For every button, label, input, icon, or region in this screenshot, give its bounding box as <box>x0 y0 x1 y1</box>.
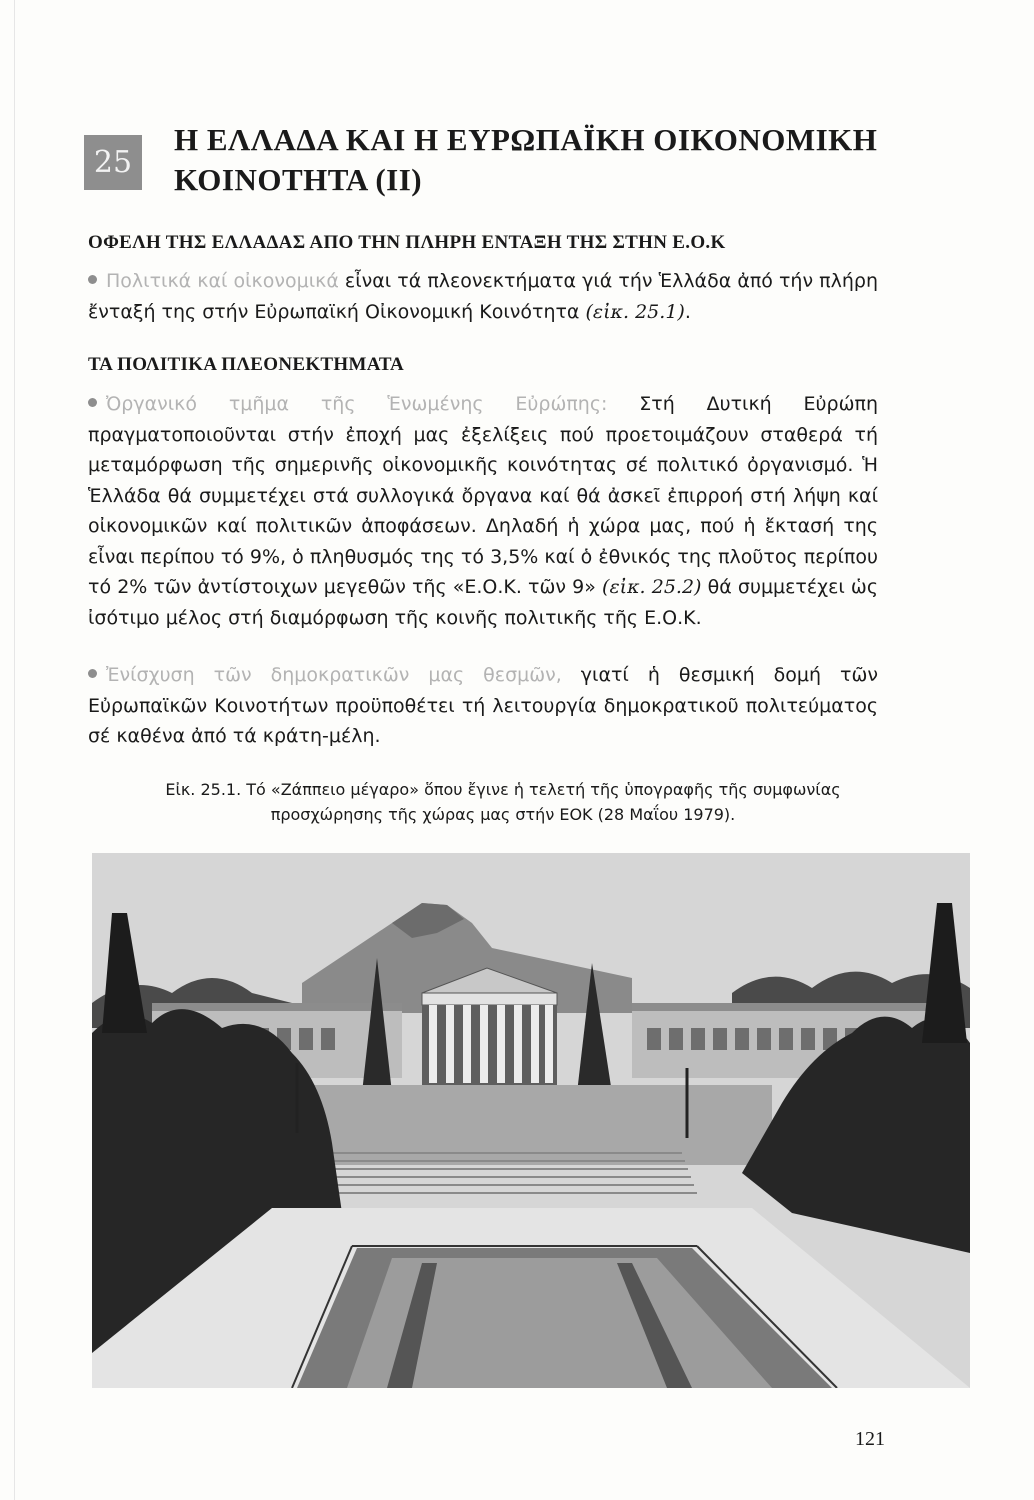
bullet-icon <box>88 398 97 407</box>
political-item-2 <box>88 660 878 752</box>
bullet-highlight: Πολιτικά καί οἰκονομικά <box>106 270 339 292</box>
page-number: 121 <box>855 1428 885 1450</box>
bullet-text: εἶναι τά πλεονεκτήματα γιά τήν Ἑλλάδα ἀπό τήν πλήρη ἔνταξή της στήν Εὐρωπαϊκή Οἰκονομική Κοινότητα <box>88 270 878 323</box>
section-heading-political: ΤΑ ΠΟΛΙΤΙΚΑ ΠΛΕΟΝΕΚΤΗΜΑΤΑ <box>88 354 405 375</box>
figure-reference: (εἰκ. 25.2) <box>602 576 702 598</box>
item1-text-a: Στή Δυτική Εὐρώπη πραγματοποιοῦνται στήν ἐποχή μας ἐξελίξεις πού προετοιμάζουν σταθερά τή μεταμόρφωση τῆς σημερινῆς οἰκονομικῆς κοινότητας σέ πολιτικό ὀργανισμό. Ἡ Ἑλλάδα θά συμμετέχει στά συλλογικά ὄργανα καί θά ἀσκεῖ ἐπιρροή στή λήψη καί οἰκονομικῶν καί πολιτικῶν ἀποφάσεων. Δηλαδή ἡ χώρα μας, πού ἡ ἔκτασή της εἶναι περίπου τό 9%, ὁ πληθυσμός της τό 3,5% καί ὁ ἐθνικός της πλοῦτος περίπου τό 2% τῶν ἀντίστοιχων μεγεθῶν τῆς «Ε.Ο.Κ. τῶν 9» <box>88 393 878 598</box>
item2-highlight: Ἐνίσχυση τῶν δημοκρατικῶν μας θεσμῶν, <box>106 664 562 686</box>
intro-bullet-paragraph <box>88 266 878 327</box>
figure-caption <box>118 777 888 827</box>
item1-highlight: Ὀργανικό τμῆμα τῆς Ἑνωμένης Εὐρώπης: <box>106 393 608 415</box>
section-heading-benefits: ΟΦΕΛΗ ΤΗΣ ΕΛΛΑΔΑΣ ΑΠΟ ΤΗΝ ΠΛΗΡΗ ΕΝΤΑΞΗ ΤΗΣ ΣΤΗΝ Ε.Ο.Κ <box>88 232 726 253</box>
zappeion-photo <box>92 853 970 1388</box>
bullet-icon <box>88 669 97 678</box>
zappeion-photo-illustration <box>92 853 970 1388</box>
item1-text-b: θά συμμετέχει ὡς ἰσότιμο μέλος στή διαμόρφωση τῆς κοινῆς πολιτικῆς τῆς Ε.Ο.Κ. <box>88 576 878 629</box>
chapter-title-line2: ΚΟΙΝΟΤΗΤΑ (ΙΙ) <box>174 162 423 197</box>
bullet-end: . <box>684 300 691 323</box>
bullet-icon <box>88 275 97 284</box>
political-item-1 <box>88 389 878 633</box>
page-edge <box>14 0 15 1500</box>
item2-text: γιατί ἡ θεσμική δομή τῶν Εὐρωπαϊκῶν Κοινοτήτων προϋποθέτει τή λειτουργία δημοκρατικοῦ πολιτεύματος σέ καθένα ἀπό τά κράτη-μέλη. <box>88 664 879 747</box>
figure-reference: (εἰκ. 25.1) <box>585 300 685 323</box>
chapter-title-line1: Η ΕΛΛΑΔΑ ΚΑΙ Η ΕΥΡΩΠΑΪΚΗ ΟΙΚΟΝΟΜΙΚΗ <box>174 122 878 157</box>
chapter-title <box>174 120 974 200</box>
chapter-number-badge: 25 <box>84 135 142 190</box>
caption-line2: προσχώρησης τῆς χώρας μας στήν ΕΟΚ (28 Μαΐου 1979). <box>270 805 736 824</box>
caption-line1: Εἰκ. 25.1. Τό «Ζάππειο μέγαρο» ὅπου ἔγινε ἡ τελετή τῆς ὑπογραφῆς τῆς συμφωνίας <box>165 780 841 799</box>
